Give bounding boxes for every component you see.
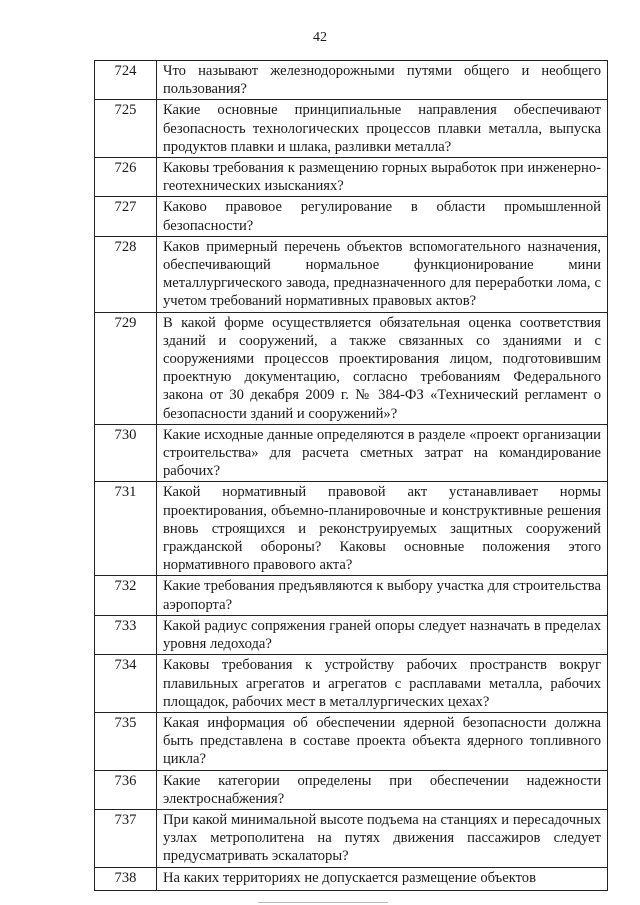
question-text: Каковы требования к размещению горных выработок при инженерно-геотехнических изысканиях? xyxy=(157,158,608,197)
table-row xyxy=(95,867,608,890)
table-row xyxy=(95,236,608,312)
question-text: Какие категории определены при обеспечении надежности электроснабжения? xyxy=(157,770,608,809)
scan-edge-divider xyxy=(258,902,388,903)
table-row xyxy=(95,809,608,867)
page-number: 42 xyxy=(313,30,327,45)
table-row xyxy=(95,576,608,615)
question-number: 737 xyxy=(95,809,157,867)
question-number: 730 xyxy=(95,424,157,482)
question-text: Какие исходные данные определяются в разделе «проект организации строительства» для расчета сметных затрат на командирование рабочих? xyxy=(157,424,608,482)
question-number: 736 xyxy=(95,770,157,809)
question-text: В какой форме осуществляется обязательная оценка соответствия зданий и сооружений, а также связанных со зданиями и с сооружениями процессов проектирования лицом, подготовившим проектную документацию, согласно требованиям Федерального закона от 30 декабря 2009 г. № 384-ФЗ «Технический регламент о безопасности зданий и сооружений»? xyxy=(157,312,608,424)
table-row xyxy=(95,712,608,770)
question-number: 732 xyxy=(95,576,157,615)
table-row xyxy=(95,100,608,158)
question-number: 728 xyxy=(95,236,157,312)
table-row xyxy=(95,197,608,236)
question-number: 725 xyxy=(95,100,157,158)
question-text: Каково правовое регулирование в области промышленной безопасности? xyxy=(157,197,608,236)
question-number: 738 xyxy=(95,867,157,890)
question-text: Каков примерный перечень объектов вспомогательного назначения, обеспечивающий нормальное функционирование мини металлургического завода, предназначенного для переработки лома, с учетом требований нормативных правовых актов? xyxy=(157,236,608,312)
question-number: 731 xyxy=(95,482,157,576)
question-text: Какие требования предъявляются к выбору участка для строительства аэропорта? xyxy=(157,576,608,615)
question-text: Какой нормативный правовой акт устанавливает нормы проектирования, объемно-планировочные и конструктивные решения вновь строящихся и реконструируемых защитных сооружений гражданской обороны? Каковы основные положения этого нормативного правового акта? xyxy=(157,482,608,576)
table-row xyxy=(95,482,608,576)
table-row xyxy=(95,158,608,197)
question-text: Какой радиус сопряжения граней опоры следует назначать в пределах уровня ледохода? xyxy=(157,615,608,654)
table-row xyxy=(95,61,608,100)
table-row xyxy=(95,615,608,654)
question-number: 735 xyxy=(95,712,157,770)
question-text: Какие основные принципиальные направления обеспечивают безопасность технологических процессов плавки металла, выпуска продуктов плавки и шлака, разливки металла? xyxy=(157,100,608,158)
question-number: 727 xyxy=(95,197,157,236)
table-row xyxy=(95,770,608,809)
question-number: 734 xyxy=(95,655,157,713)
question-number: 724 xyxy=(95,61,157,100)
question-number: 726 xyxy=(95,158,157,197)
question-text: Каковы требования к устройству рабочих пространств вокруг плавильных агрегатов и агрегатов с расплавами металла, рабочих площадок, рабочих мест в металлургических цехах? xyxy=(157,655,608,713)
question-text: Какая информация об обеспечении ядерной безопасности должна быть представлена в составе проекта объекта ядерного топливного цикла? xyxy=(157,712,608,770)
question-text: Что называют железнодорожными путями общего и необщего пользования? xyxy=(157,61,608,100)
question-number: 733 xyxy=(95,615,157,654)
table-row xyxy=(95,312,608,424)
questions-table xyxy=(94,60,608,891)
question-text: На каких территориях не допускается размещение объектов xyxy=(157,867,608,890)
question-number: 729 xyxy=(95,312,157,424)
question-text: При какой минимальной высоте подъема на станциях и пересадочных узлах метрополитена на путях движения пассажиров следует предусматривать эскалаторы? xyxy=(157,809,608,867)
table-row xyxy=(95,424,608,482)
table-row xyxy=(95,655,608,713)
